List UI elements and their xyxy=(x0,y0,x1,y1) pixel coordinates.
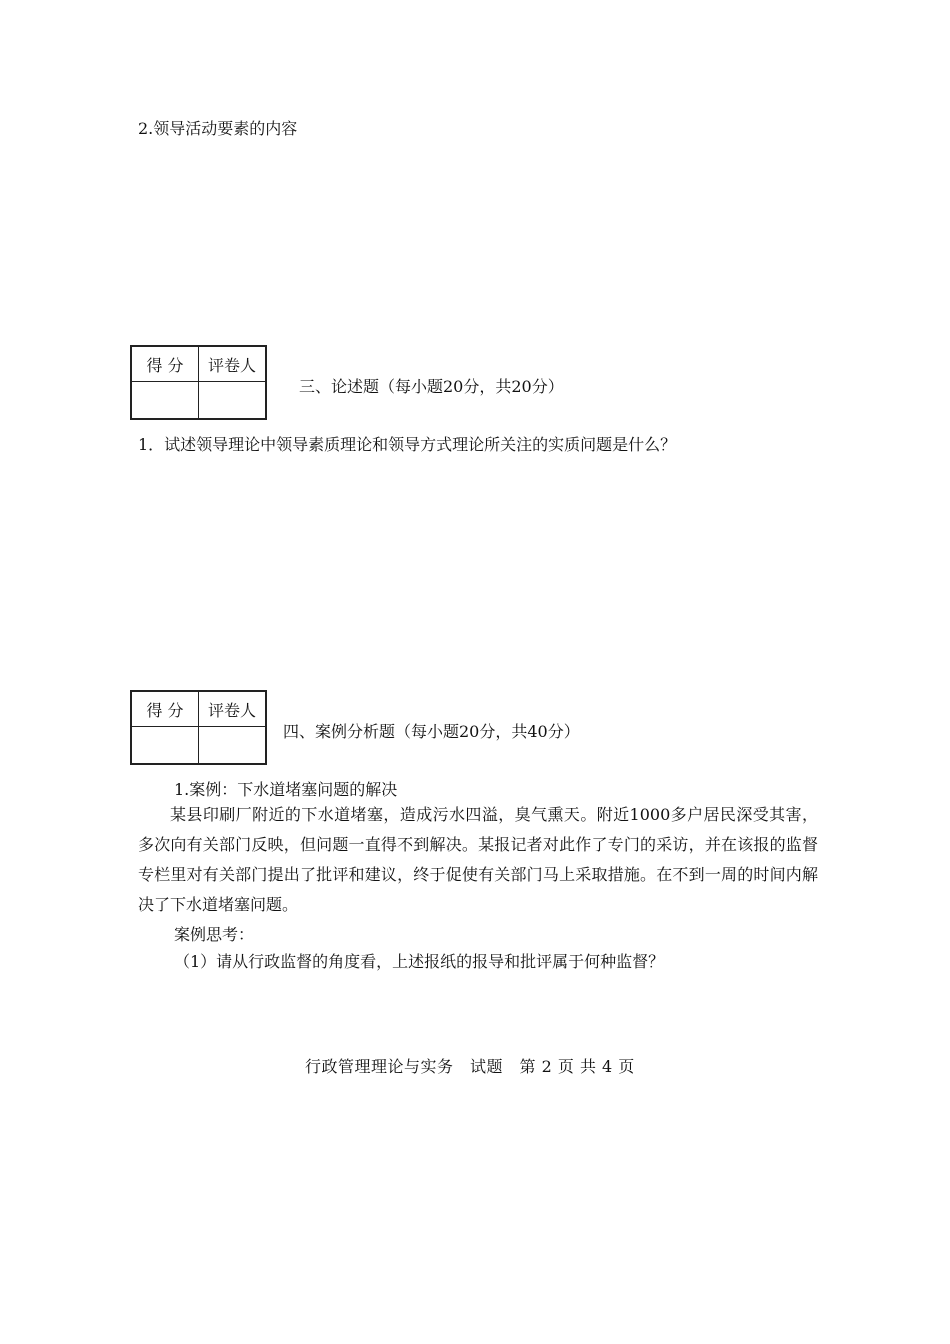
score-cell xyxy=(131,727,199,765)
grader-label: 评卷人 xyxy=(199,346,267,382)
page-footer: 行政管理理论与实务 试题 第 2 页 共 4 页 xyxy=(305,1057,635,1076)
case-body: 某县印刷厂附近的下水道堵塞，造成污水四溢，臭气熏天。附近1000多户居民深受其害，多次向有关部门反映，但问题一直得不到解决。某报记者对此作了专门的采访，并在该报的监督专栏里对有关部门提出了批评和建议，终于促使有关部门马上采取措施。在不到一周的时间内解决了下水道堵塞问题。 xyxy=(138,805,818,914)
question-2-heading: 2.领导活动要素的内容 xyxy=(138,119,298,138)
score-label: 得 分 xyxy=(131,346,199,382)
grader-cell xyxy=(199,382,267,420)
case-title: 1.案例：下水道堵塞问题的解决 xyxy=(174,780,398,799)
score-label: 得 分 xyxy=(131,691,199,727)
case-think-label: 案例思考： xyxy=(174,925,255,944)
score-cell xyxy=(131,382,199,420)
case-question-1: （1）请从行政监督的角度看，上述报纸的报导和批评属于何种监督？ xyxy=(174,952,665,971)
section-4-title: 四、案例分析题（每小题20分，共40分） xyxy=(283,722,580,741)
grader-label: 评卷人 xyxy=(199,691,267,727)
section-3-title: 三、论述题（每小题20分，共20分） xyxy=(299,377,564,396)
score-box-section-3 xyxy=(130,345,267,420)
essay-question-1: 1．试述领导理论中领导素质理论和领导方式理论所关注的实质问题是什么？ xyxy=(138,435,677,454)
grader-cell xyxy=(199,727,267,765)
score-box-section-4 xyxy=(130,690,267,765)
